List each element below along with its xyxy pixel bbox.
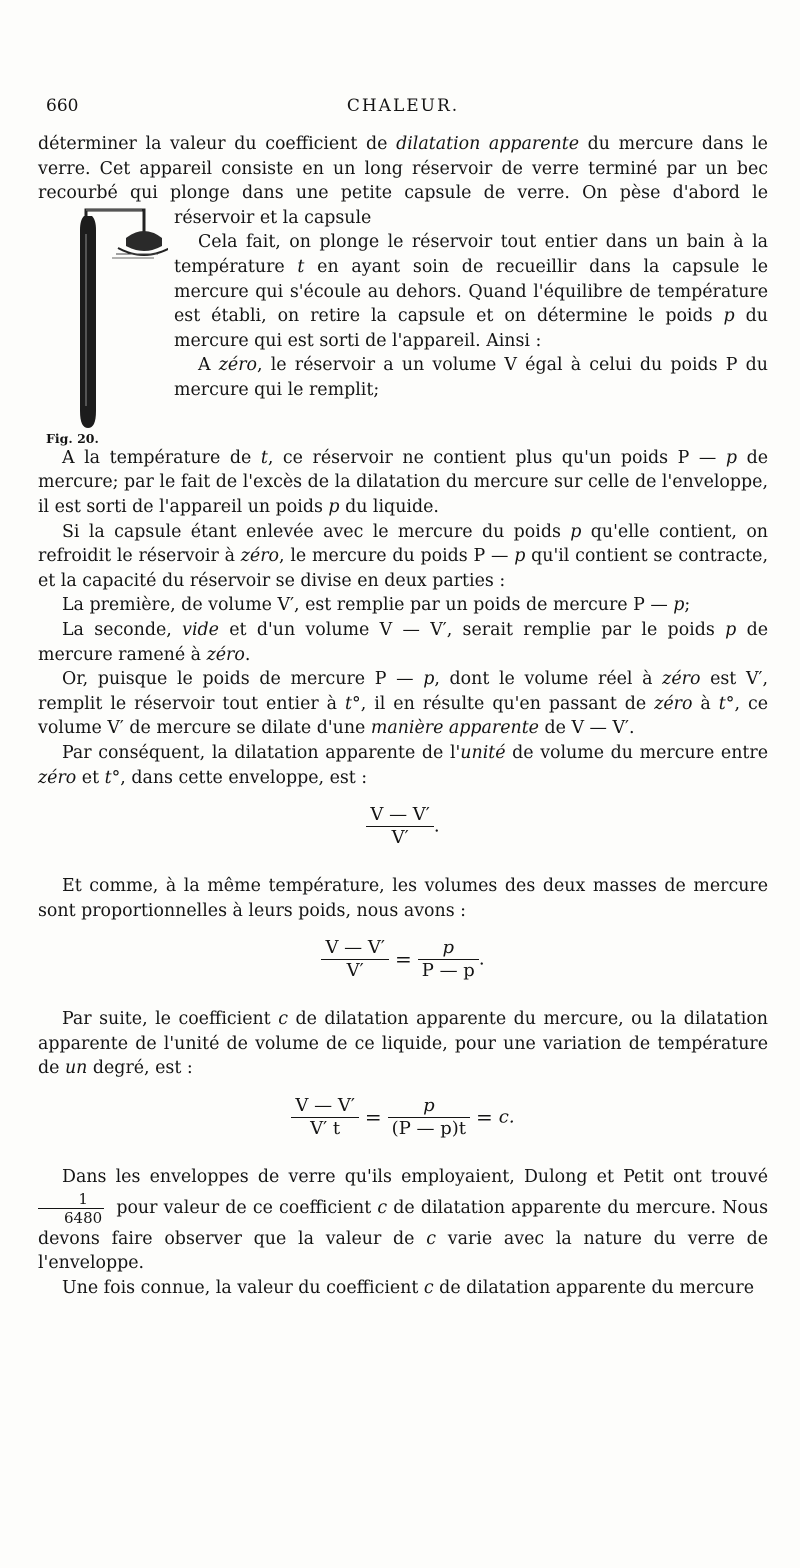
figure-caption: Fig. 20.: [46, 431, 99, 447]
paragraph: Dans les enveloppes de verre qu'ils employaient, Dulong et Petit ont trouvé $\frac{1}{6480}$ pour valeur de ce coefficient c de dilatation apparente du mercure. Nous devons faire observer que la valeur de c varie avec la nature du verre de l'enveloppe.: [38, 1167, 768, 1274]
page-number: 660: [46, 96, 79, 116]
paragraph: Par conséquent, la dilatation apparente de l'unité de volume du mercure entre zéro et t°, dans cette enveloppe, est :: [38, 742, 768, 788]
fraction: $\frac{p}{(P — p)t}$: [388, 1095, 470, 1140]
paragraph: A zéro, le réservoir a un volume V égal à celui du poids P du mercure qui le remplit;: [174, 355, 768, 400]
book-page: [38, 92, 768, 1300]
inline-fraction: $\frac{1}{6480}$: [38, 1190, 104, 1227]
paragraph: Cela fait, on plonge le réservoir tout entier dans un bain à la température t en ayant soin de recueillir dans la capsule le mercure qui s'écoule au dehors. Quand l'équilibre de température est établi, on retire la capsule et on détermine le poids p du mercure qui est sorti de l'appareil. Ainsi :: [174, 232, 768, 351]
fraction: $\frac{V — V'}{V' t}$: [291, 1095, 359, 1140]
paragraph: La première, de volume V′, est remplie par un poids de mercure P — p;: [62, 595, 691, 616]
paragraph: Une fois connue, la valeur du coefficient c de dilatation apparente du mercure: [62, 1277, 754, 1298]
paragraph: A la température de t, ce réservoir ne contient plus qu'un poids P — p de mercure; par le fait de l'excès de la dilatation du mercure sur celle de l'enveloppe, il est sorti de l'appareil un poids p du liquide.: [38, 447, 768, 517]
equation-3: $\frac{V — V'}{V' t}$ = $\frac{p}{(P — p)t}$ = c.: [38, 1095, 768, 1145]
fraction: $\frac{V — V'}{V'}$: [321, 937, 389, 982]
paragraph: déterminer la valeur du coefficient de dilatation apparente du mercure dans le verre. Cet appareil consiste en un long réservoir de verre terminé par un bec recourbé qui plonge dans une petite capsule de verre. On pèse d'abord le réservoir et la capsule Fig. 20.: [38, 132, 768, 230]
paragraph: La seconde, vide et d'un volume V — V′, serait remplie par le poids p de mercure ramené à zéro.: [38, 619, 768, 665]
fraction: $\frac{p}{P — p}$: [418, 937, 479, 982]
paragraph: Par suite, le coefficient c de dilatation apparente du mercure, ou la dilatation apparente de l'unité de volume de ce liquide, pour une variation de température de un degré, est :: [38, 1009, 769, 1079]
equation-1: $\frac{V — V'}{V'}$ .: [38, 804, 768, 854]
paragraph: Si la capsule étant enlevée avec le mercure du poids p qu'elle contient, on refroidit le réservoir à zéro, le mercure du poids P — p qu'il contient se contracte, et la capacité du réservoir se divise en deux parties :: [38, 521, 768, 591]
paragraph: Or, puisque le poids de mercure P — p, dont le volume réel à zéro est V′, remplit le réservoir tout entier à t°, il en résulte qu'en passant de zéro à t°, ce volume V′ de mercure se dilate d'une manière apparente de V — V′.: [38, 669, 768, 739]
paragraph: Et comme, à la même température, les volumes des deux masses de mercure sont proportionnelles à leurs poids, nous avons :: [38, 876, 768, 921]
running-title: CHALEUR.: [346, 96, 460, 116]
body-text: [38, 132, 768, 1300]
equation-2: $\frac{V — V'}{V'}$ = $\frac{p}{P — p}$ .: [38, 937, 768, 987]
figure-20: [46, 206, 168, 446]
fraction: $\frac{V — V'}{V'}$: [366, 804, 434, 849]
running-head: [38, 92, 768, 132]
thermometer-reservoir-with-capsule-icon: [46, 206, 168, 446]
